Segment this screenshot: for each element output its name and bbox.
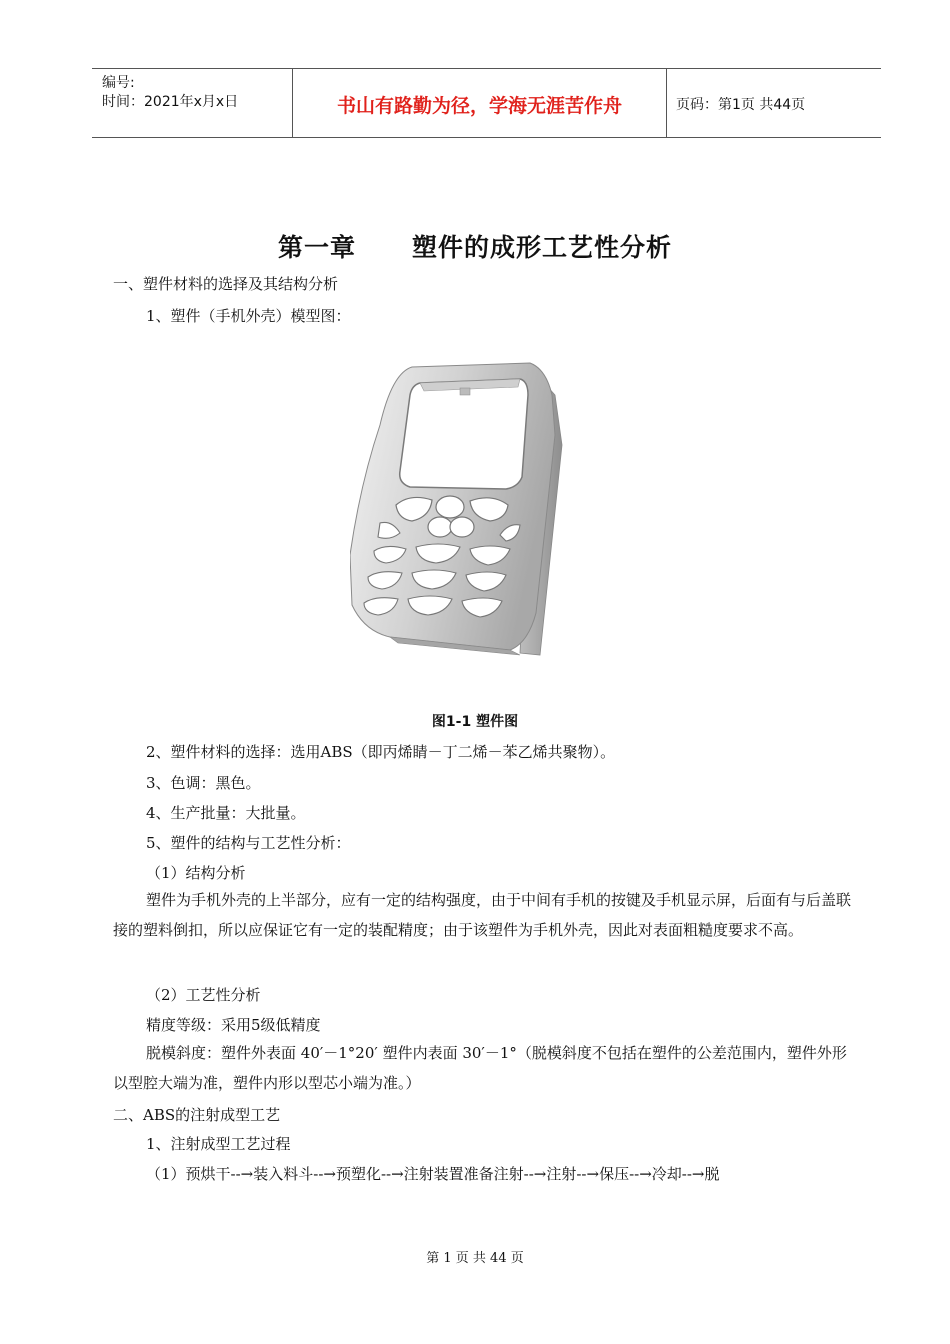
item-1-5: 5、塑件的结构与工艺性分析： — [146, 834, 351, 852]
header-right-cell — [666, 69, 881, 137]
motto: 书山有路勤为径，学海无涯苦作舟 — [336, 95, 622, 117]
number-label: 编号: — [102, 75, 135, 91]
time-label: 时间：2021年x月x日 — [102, 94, 239, 110]
page-footer: 第 1 页 共 44 页 — [426, 1251, 524, 1266]
section-2-heading: 二、ABS的注射成型工艺 — [113, 1106, 281, 1124]
precision-line: 精度等级：采用5级低精度 — [146, 1016, 321, 1034]
structure-paragraph: 塑件为手机外壳的上半部分，应有一定的结构强度，由于中间有手机的按键及手机显示屏，后面有与后盖联接的塑料倒扣，所以应保证它有一定的装配精度；由于该塑件为手机外壳，因此对表面粗糙度要求不高。 — [113, 891, 852, 939]
item-1-4: 4、生产批量：大批量。 — [146, 804, 306, 822]
item-1-5-2: （2）工艺性分析 — [146, 986, 261, 1004]
chapter-number: 第一章 — [277, 233, 356, 262]
item-2-1-1: （1）预烘干--→装入料斗--→预塑化--→注射装置准备注射--→注射--→保压--→冷却--→脱 — [146, 1165, 720, 1183]
figure-caption: 图1-1 塑件图 — [431, 714, 519, 730]
header-left-cell — [92, 69, 292, 137]
chapter-title — [0, 228, 950, 264]
item-2-1: 1、注射成型工艺过程 — [146, 1135, 291, 1153]
draft-paragraph: 脱模斜度：塑件外表面 40′－1°20′ 塑件内表面 30′－1°（脱模斜度不包括在塑件的公差范围内，塑件外形以型腔大端为准，塑件内形以型芯小端为准。） — [113, 1044, 847, 1092]
item-1-3: 3、色调：黑色。 — [146, 774, 261, 792]
item-1-2: 2、塑件材料的选择：选用ABS（即丙烯睛－丁二烯－苯乙烯共聚物）。 — [146, 743, 616, 761]
item-1-1: 1、塑件（手机外壳）模型图： — [146, 307, 351, 325]
page-label: 页码：第1页 共44页 — [676, 97, 806, 113]
chapter-name: 塑件的成形工艺性分析 — [412, 233, 673, 262]
phone-shell-figure — [350, 355, 570, 690]
section-1-heading: 一、塑件材料的选择及其结构分析 — [113, 275, 339, 293]
item-1-5-1: （1）结构分析 — [146, 864, 246, 882]
page-header — [92, 68, 881, 138]
header-middle-cell — [292, 69, 667, 137]
